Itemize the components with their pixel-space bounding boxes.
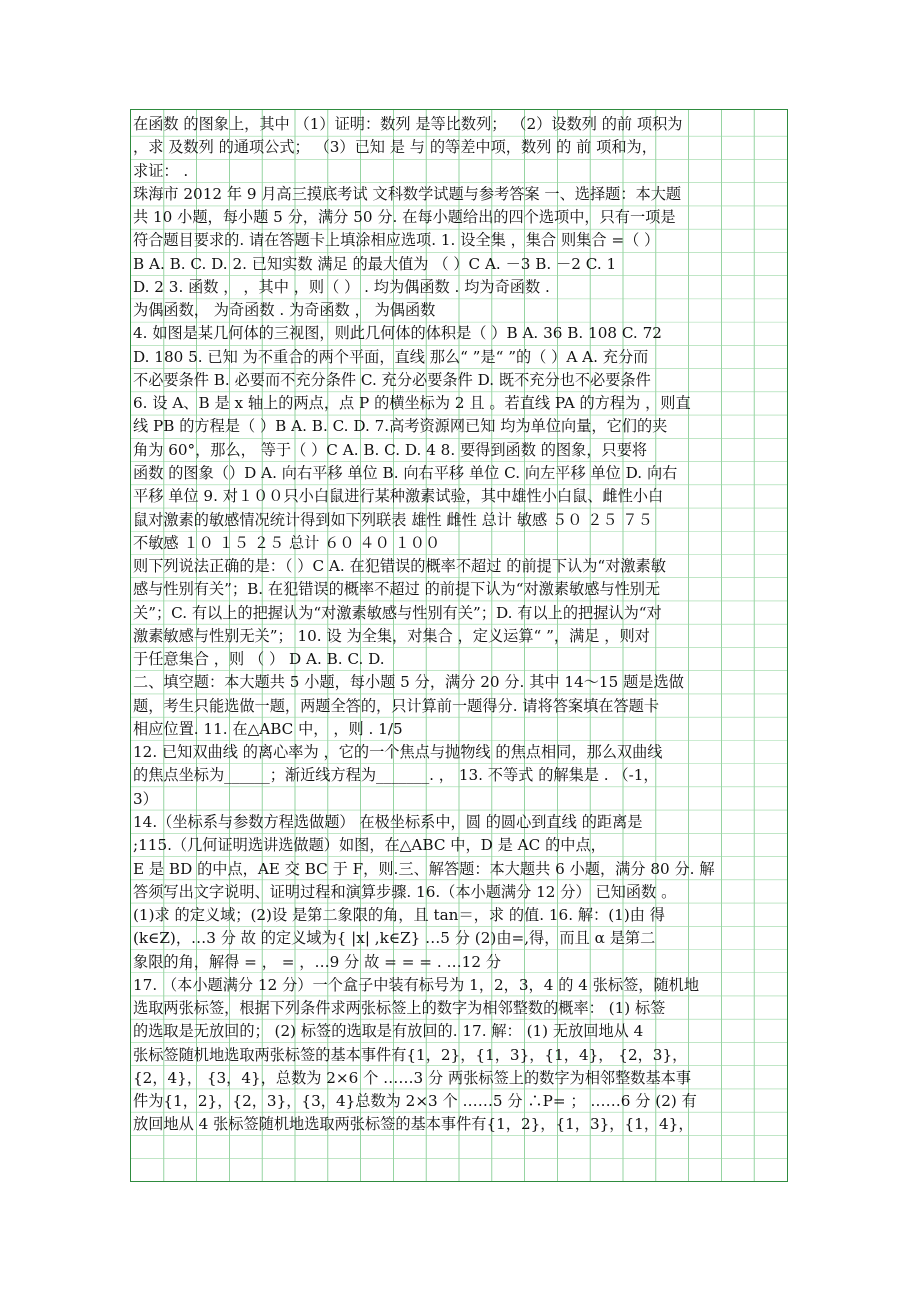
text-line: 14.（坐标系与参数方程选做题） 在极坐标系中，圆 的圆心到直线 的距离是: [133, 812, 643, 831]
text-line: 二、填空题：本大题共 5 小题，每小题 5 分，满分 20 分. 其中 14～15 题是选做: [133, 673, 684, 692]
text-line: 17. （本小题满分 12 分）一个盒子中装有标号为 1，2，3，4 的 4 张标签，随机地: [133, 975, 700, 994]
text-line: 放回地从 4 张标签随机地选取两张标签的基本事件有{1，2}，{1，3}，{1，4}，: [133, 1115, 694, 1134]
text-line: 平移 单位 9. 对１００只小白鼠进行某种激素试验，其中雄性小白鼠、雌性小白: [133, 487, 664, 506]
text-line: 6. 设 A、B 是 x 轴上的两点，点 P 的横坐标为 2 且 。若直线 PA 的方程为 ，则直: [133, 394, 691, 413]
text-line: 象限的角，解得 = ， = ，…9 分 故 = = = . …12 分: [133, 952, 502, 971]
text-line: 3）: [133, 789, 158, 808]
text-line: 求证： .: [133, 161, 189, 180]
text-line: (k∈Z)，…3 分 故 的定义域为{ |x| ,k∈Z} …5 分 (2)由=,得，而且 α 是第二: [133, 929, 656, 948]
text-line: D. 2 3. 函数 ， ，其中 ，则（ ） . 均为偶函数 . 均为奇函数 .: [133, 277, 550, 296]
text-line: B A. B. C. D. 2. 已知实数 满足 的最大值为 （ ）C A. －3 B. －2 C. 1: [133, 254, 617, 273]
text-line: D. 180 5. 已知 为不重合的两个平面，直线 那么“ ”是“ ”的（ ）A A. 充分而: [133, 347, 649, 366]
text-line: 答须写出文字说明、证明过程和演算步骤. 16.（本小题满分 12 分） 已知函数 。: [133, 882, 677, 901]
text-line: 题，考生只能选做一题，两题全答的，只计算前一题得分. 请将答案填在答题卡: [133, 696, 660, 715]
text-line: 选取两张标签，根据下列条件求两张标签上的数字为相邻整数的概率： (1) 标签: [133, 999, 666, 1018]
text-line: 鼠对激素的敏感情况统计得到如下列联表 雄性 雌性 总计 敏感 ５０ ２５ ７５: [133, 510, 653, 529]
text-line: 线 PB 的方程是（ ）B A. B. C. D. 7.高考资源网已知 均为单位向量，它们的夹: [133, 417, 668, 436]
text-line: {2，4}， {3，4}，总数为 2×6 个 ……3 分 两张标签上的数字为相邻整数基本事: [133, 1068, 692, 1087]
text-line: 不敏感 １０ １５ ２５ 总计 ６０ ４０ １００: [133, 533, 441, 552]
text-line: 相应位置. 11. 在△ABC 中， ，则 . 1/5: [133, 719, 403, 738]
text-line: 珠海市 2012 年 9 月高三摸底考试 文科数学试题与参考答案 一、选择题：本大题: [133, 184, 682, 203]
text-line: 符合题目要求的. 请在答题卡上填涂相应选项. 1. 设全集 ，集合 则集合 =（ ）: [133, 231, 660, 250]
text-line: 为偶函数， 为奇函数 . 为奇函数 ， 为偶函数: [133, 301, 436, 320]
text-line: 关”；C. 有以上的把握认为“对激素敏感与性别有关”；D. 有以上的把握认为“对: [133, 603, 662, 622]
text-line: 12. 已知双曲线 的离心率为 ，它的一个焦点与抛物线 的焦点相同，那么双曲线: [133, 743, 663, 762]
text-line: 在函数 的图象上，其中 （1）证明：数列 是等比数列； （2）设数列 的前 项积为: [133, 115, 683, 133]
text-line: 感与性别有关”；B. 在犯错误的概率不超过 的前提下认为“对激素敏感与性别无: [133, 580, 661, 599]
text-line: 的焦点坐标为______；渐近线方程为_______. ， 13. 不等式 的解集是 . （-1，: [133, 766, 659, 785]
document-text: [133, 113, 787, 1137]
text-line: 角为 60°，那么， 等于（ ）C A. B. C. D. 4 8. 要得到函数 的图象，只要将: [133, 440, 648, 459]
text-line: 于任意集合 ，则 （ ） D A. B. C. D.: [133, 650, 385, 669]
text-line: 共 10 小题，每小题 5 分，满分 50 分. 在每小题给出的四个选项中，只有一项是: [133, 208, 676, 227]
text-line: 的选取是无放回的； (2) 标签的选取是有放回的. 17. 解： (1) 无放回地从 4: [133, 1022, 644, 1041]
text-line: (1)求 的定义域；(2)设 是第二象限的角，且 tan＝，求 的值. 16. 解：(1)由 得: [133, 906, 665, 925]
text-line: 激素敏感与性别无关”； 10. 设 为全集，对集合 ，定义运算“ ”，满足 ，则对: [133, 626, 650, 645]
text-line: 函数 的图象（）D A. 向右平移 单位 B. 向右平移 单位 C. 向左平移 单位 D. 向右: [133, 463, 678, 482]
document-page: [130, 109, 788, 1182]
text-line: E 是 BD 的中点，AE 交 BC 于 F，则.三、解答题：本大题共 6 小题，满分 80 分. 解: [133, 859, 715, 878]
text-line: 则下列说法正确的是：（ ）C A. 在犯错误的概率不超过 的前提下认为“对激素敏: [133, 557, 666, 576]
text-line: ;115.（几何证明选讲选做题）如图，在△ABC 中，D 是 AC 的中点，: [133, 836, 606, 855]
text-line: ，求 及数列 的通项公式； （3）已知 是 与 的等差中项，数列 的 前 项和为，: [133, 138, 657, 157]
text-line: 4. 如图是某几何体的三视图，则此几何体的体积是（ ）B A. 36 B. 108 C. 72: [133, 324, 662, 343]
text-line: 不必要条件 B. 必要而不充分条件 C. 充分必要条件 D. 既不充分也不必要条件: [133, 370, 651, 389]
text-line: 件为{1，2}，{2，3}，{3，4}总数为 2×3 个 ……5 分 ∴P= ； ……6 分 (2) 有: [133, 1092, 697, 1111]
text-line: 张标签随机地选取两张标签的基本事件有{1，2}，{1，3}，{1，4}， {2，3}，: [133, 1045, 688, 1064]
